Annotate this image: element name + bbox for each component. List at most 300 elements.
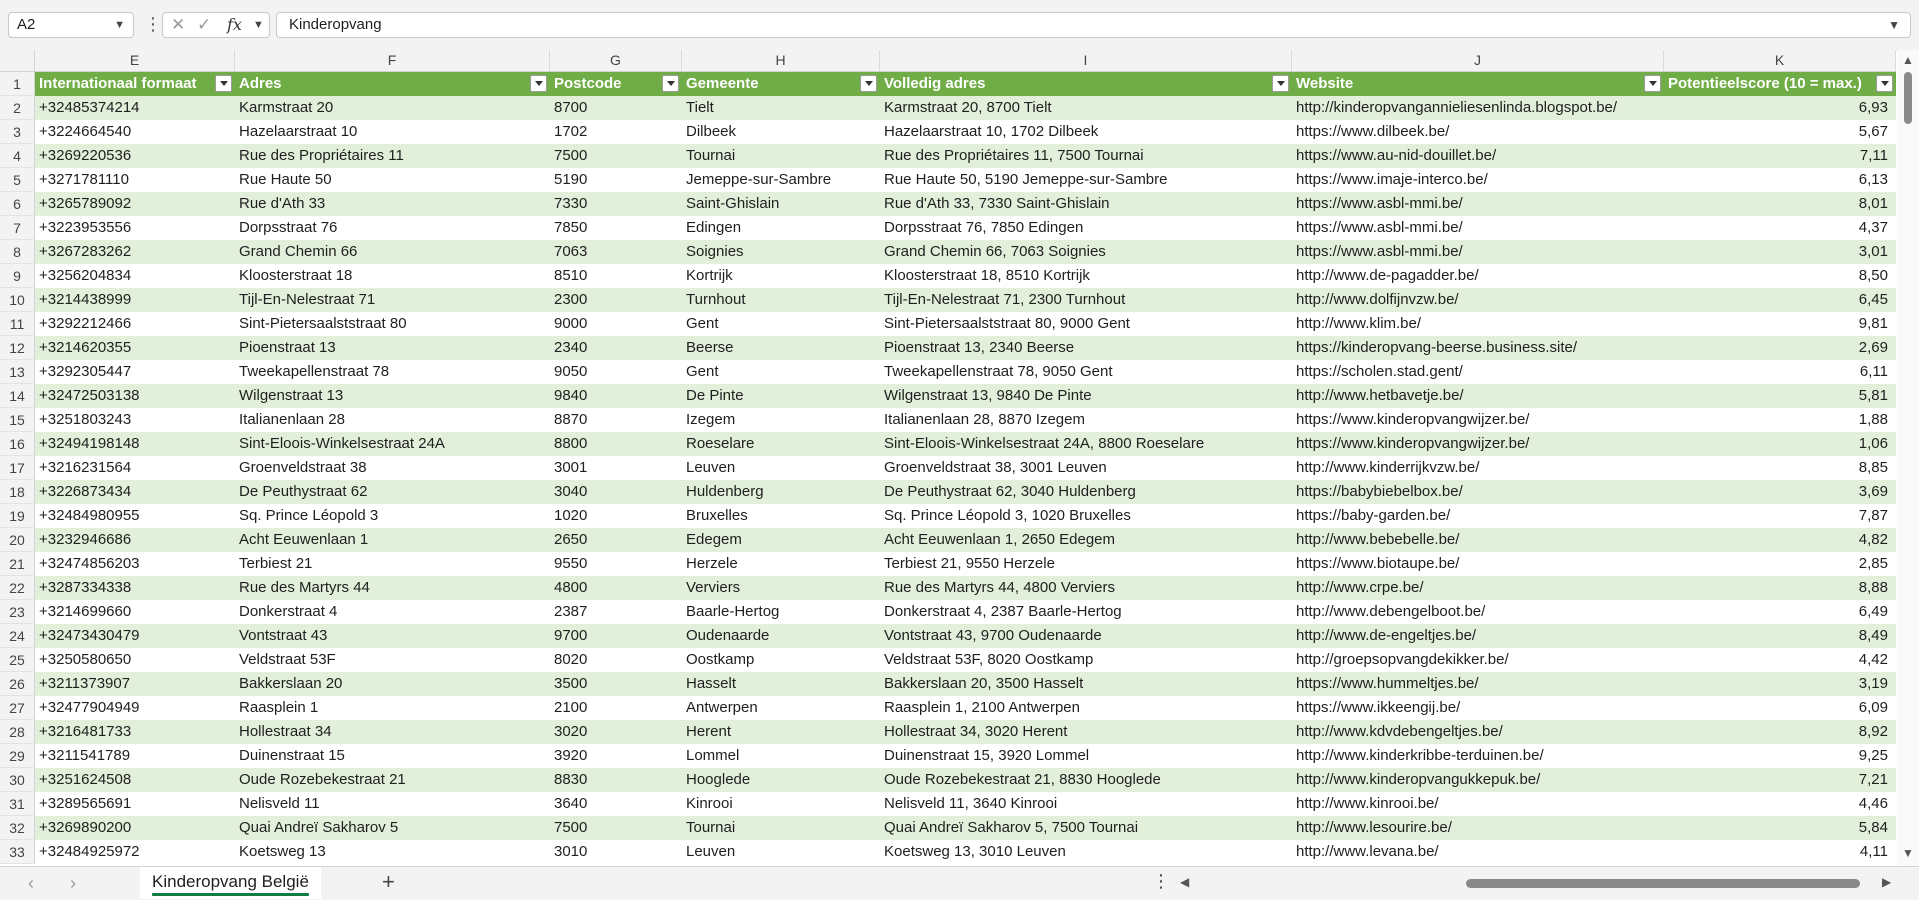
cell-phone[interactable]: +32485374214 [35,96,235,120]
row-header[interactable]: 20 [0,528,35,552]
cell-adres[interactable]: Vontstraat 43 [235,624,550,648]
cell-postcode[interactable]: 5190 [550,168,682,192]
filter-dropdown-icon[interactable] [215,75,232,92]
cell-website[interactable]: https://www.ikkeengij.be/ [1292,696,1664,720]
cell-score[interactable]: 6,13 [1664,168,1896,192]
cell-postcode[interactable]: 8510 [550,264,682,288]
cell-score[interactable]: 2,69 [1664,336,1896,360]
cell-gemeente[interactable]: Hasselt [682,672,880,696]
cell-gemeente[interactable]: Tournai [682,144,880,168]
cell-gemeente[interactable]: Jemeppe-sur-Sambre [682,168,880,192]
table-header-cell[interactable]: Potentieelscore (10 = max.) [1664,72,1896,96]
cell-score[interactable]: 3,69 [1664,480,1896,504]
cell-adres[interactable]: Tweekapellenstraat 78 [235,360,550,384]
cell-postcode[interactable]: 3020 [550,720,682,744]
cell-website[interactable]: https://www.dilbeek.be/ [1292,120,1664,144]
cell-score[interactable]: 3,19 [1664,672,1896,696]
row-header[interactable]: 23 [0,600,35,624]
cell-score[interactable]: 6,49 [1664,600,1896,624]
cell-adres[interactable]: Sq. Prince Léopold 3 [235,504,550,528]
cell-adres[interactable]: Donkerstraat 4 [235,600,550,624]
row-header[interactable]: 4 [0,144,35,168]
cell-phone[interactable]: +3214699660 [35,600,235,624]
cell-score[interactable]: 8,49 [1664,624,1896,648]
cell-adres[interactable]: Karmstraat 20 [235,96,550,120]
cell-website[interactable]: https://www.asbl-mmi.be/ [1292,192,1664,216]
chevron-down-icon[interactable]: ▼ [114,19,125,31]
cell-gemeente[interactable]: Bruxelles [682,504,880,528]
sheet-tab-active[interactable] [140,867,321,899]
cell-adres[interactable]: Hazelaarstraat 10 [235,120,550,144]
cell-postcode[interactable]: 9000 [550,312,682,336]
cell-score[interactable]: 7,11 [1664,144,1896,168]
cell-postcode[interactable]: 3640 [550,792,682,816]
cell-volledig[interactable]: Rue des Martyrs 44, 4800 Verviers [880,576,1292,600]
cell-volledig[interactable]: Groenveldstraat 38, 3001 Leuven [880,456,1292,480]
cell-phone[interactable]: +3256204834 [35,264,235,288]
cell-website[interactable]: https://www.kinderopvangwijzer.be/ [1292,408,1664,432]
cell-postcode[interactable]: 2387 [550,600,682,624]
cell-volledig[interactable]: Tijl-En-Nelestraat 71, 2300 Turnhout [880,288,1292,312]
table-header-cell[interactable]: Website [1292,72,1664,96]
cell-phone[interactable]: +3265789092 [35,192,235,216]
cell-score[interactable]: 5,84 [1664,816,1896,840]
name-box[interactable] [8,12,134,38]
cell-postcode[interactable]: 1020 [550,504,682,528]
cell-score[interactable]: 2,85 [1664,552,1896,576]
cell-phone[interactable]: +3211373907 [35,672,235,696]
cell-volledig[interactable]: Grand Chemin 66, 7063 Soignies [880,240,1292,264]
cell-score[interactable]: 9,81 [1664,312,1896,336]
cell-postcode[interactable]: 9050 [550,360,682,384]
cell-phone[interactable]: +3289565691 [35,792,235,816]
cell-gemeente[interactable]: Oudenaarde [682,624,880,648]
cell-adres[interactable]: Tijl-En-Nelestraat 71 [235,288,550,312]
cell-phone[interactable]: +32494198148 [35,432,235,456]
cell-website[interactable]: https://baby-garden.be/ [1292,504,1664,528]
cell-website[interactable]: https://www.au-nid-douillet.be/ [1292,144,1664,168]
row-header[interactable]: 27 [0,696,35,720]
cell-website[interactable]: http://www.levana.be/ [1292,840,1664,864]
cell-website[interactable]: http://www.kdvdebengeltjes.be/ [1292,720,1664,744]
cell-postcode[interactable]: 9700 [550,624,682,648]
row-header[interactable]: 11 [0,312,35,336]
cell-score[interactable]: 5,81 [1664,384,1896,408]
close-icon[interactable]: ✕ [171,15,186,34]
cell-gemeente[interactable]: Baarle-Hertog [682,600,880,624]
cell-postcode[interactable]: 7063 [550,240,682,264]
filter-dropdown-icon[interactable] [860,75,877,92]
cell-score[interactable]: 5,67 [1664,120,1896,144]
row-header[interactable]: 9 [0,264,35,288]
table-header-cell[interactable]: Postcode [550,72,682,96]
cell-website[interactable]: https://www.kinderopvangwijzer.be/ [1292,432,1664,456]
cell-postcode[interactable]: 3500 [550,672,682,696]
cell-volledig[interactable]: Duinenstraat 15, 3920 Lommel [880,744,1292,768]
cell-postcode[interactable]: 7850 [550,216,682,240]
cell-score[interactable]: 6,11 [1664,360,1896,384]
row-header[interactable]: 18 [0,480,35,504]
cell-gemeente[interactable]: Lommel [682,744,880,768]
cell-volledig[interactable]: Rue Haute 50, 5190 Jemeppe-sur-Sambre [880,168,1292,192]
row-header[interactable]: 10 [0,288,35,312]
cell-postcode[interactable]: 9840 [550,384,682,408]
cell-gemeente[interactable]: Oostkamp [682,648,880,672]
filter-dropdown-icon[interactable] [530,75,547,92]
cell-phone[interactable]: +3292212466 [35,312,235,336]
cell-gemeente[interactable]: Herzele [682,552,880,576]
cell-score[interactable]: 4,42 [1664,648,1896,672]
cell-adres[interactable]: Pioenstraat 13 [235,336,550,360]
cell-adres[interactable]: De Peuthystraat 62 [235,480,550,504]
cell-volledig[interactable]: Acht Eeuwenlaan 1, 2650 Edegem [880,528,1292,552]
select-all-corner[interactable] [0,50,35,71]
more-vertical-icon[interactable]: ⋮ [144,14,162,34]
cell-score[interactable]: 1,88 [1664,408,1896,432]
cell-postcode[interactable]: 1702 [550,120,682,144]
cell-score[interactable]: 6,09 [1664,696,1896,720]
cell-adres[interactable]: Grand Chemin 66 [235,240,550,264]
cell-adres[interactable]: Groenveldstraat 38 [235,456,550,480]
cell-score[interactable]: 8,01 [1664,192,1896,216]
cell-score[interactable]: 8,50 [1664,264,1896,288]
cell-gemeente[interactable]: Roeselare [682,432,880,456]
cell-volledig[interactable]: Sq. Prince Léopold 3, 1020 Bruxelles [880,504,1292,528]
row-header[interactable]: 26 [0,672,35,696]
row-header[interactable]: 31 [0,792,35,816]
cell-volledig[interactable]: Hazelaarstraat 10, 1702 Dilbeek [880,120,1292,144]
cell-postcode[interactable]: 4800 [550,576,682,600]
cell-gemeente[interactable]: Edegem [682,528,880,552]
spreadsheet-grid[interactable] [0,50,1896,866]
cell-volledig[interactable]: Italianenlaan 28, 8870 Izegem [880,408,1292,432]
cell-website[interactable]: http://www.bebebelle.be/ [1292,528,1664,552]
cell-volledig[interactable]: Nelisveld 11, 3640 Kinrooi [880,792,1292,816]
cell-phone[interactable]: +3287334338 [35,576,235,600]
cell-score[interactable]: 8,92 [1664,720,1896,744]
cell-phone[interactable]: +3250580650 [35,648,235,672]
cell-website[interactable]: http://www.klim.be/ [1292,312,1664,336]
cell-volledig[interactable]: Rue des Propriétaires 11, 7500 Tournai [880,144,1292,168]
cell-adres[interactable]: Dorpsstraat 76 [235,216,550,240]
cell-volledig[interactable]: De Peuthystraat 62, 3040 Huldenberg [880,480,1292,504]
cell-score[interactable]: 1,06 [1664,432,1896,456]
cell-postcode[interactable]: 2100 [550,696,682,720]
cell-gemeente[interactable]: Leuven [682,840,880,864]
cell-website[interactable]: https://www.asbl-mmi.be/ [1292,240,1664,264]
cell-website[interactable]: http://www.de-engeltjes.be/ [1292,624,1664,648]
column-header-k[interactable]: K [1664,50,1896,71]
cell-postcode[interactable]: 8870 [550,408,682,432]
cell-postcode[interactable]: 3920 [550,744,682,768]
cell-phone[interactable]: +3223953556 [35,216,235,240]
cell-adres[interactable]: Oude Rozebekestraat 21 [235,768,550,792]
cell-gemeente[interactable]: Soignies [682,240,880,264]
add-sheet-button[interactable]: + [382,869,395,894]
cell-website[interactable]: http://www.kinderkribbe-terduinen.be/ [1292,744,1664,768]
cell-gemeente[interactable]: Leuven [682,456,880,480]
cell-score[interactable]: 4,37 [1664,216,1896,240]
cell-phone[interactable]: +32484925972 [35,840,235,864]
cell-score[interactable]: 4,82 [1664,528,1896,552]
row-header[interactable]: 32 [0,816,35,840]
cell-website[interactable]: http://www.kinderrijkvzw.be/ [1292,456,1664,480]
filter-dropdown-icon[interactable] [1644,75,1661,92]
cell-gemeente[interactable]: Tielt [682,96,880,120]
cell-phone[interactable]: +32474856203 [35,552,235,576]
cell-adres[interactable]: Terbiest 21 [235,552,550,576]
cell-phone[interactable]: +3214620355 [35,336,235,360]
row-header[interactable]: 13 [0,360,35,384]
cell-gemeente[interactable]: Turnhout [682,288,880,312]
cell-gemeente[interactable]: Herent [682,720,880,744]
row-header[interactable]: 14 [0,384,35,408]
cell-adres[interactable]: Rue Haute 50 [235,168,550,192]
cell-volledig[interactable]: Terbiest 21, 9550 Herzele [880,552,1292,576]
cell-website[interactable]: http://www.crpe.be/ [1292,576,1664,600]
cell-adres[interactable]: Italianenlaan 28 [235,408,550,432]
cell-postcode[interactable]: 9550 [550,552,682,576]
cell-gemeente[interactable]: De Pinte [682,384,880,408]
row-header[interactable]: 28 [0,720,35,744]
scroll-down-icon[interactable]: ▼ [1902,846,1914,860]
row-header[interactable]: 15 [0,408,35,432]
cell-gemeente[interactable]: Huldenberg [682,480,880,504]
cell-score[interactable]: 6,45 [1664,288,1896,312]
column-header-i[interactable]: I [880,50,1292,71]
cell-postcode[interactable]: 8830 [550,768,682,792]
chevron-left-icon[interactable]: ‹ [28,873,34,893]
cell-website[interactable]: http://www.hetbavetje.be/ [1292,384,1664,408]
table-header-cell[interactable]: Adres [235,72,550,96]
cell-gemeente[interactable]: Kinrooi [682,792,880,816]
row-header[interactable]: 22 [0,576,35,600]
cell-volledig[interactable]: Tweekapellenstraat 78, 9050 Gent [880,360,1292,384]
cell-website[interactable]: http://kinderopvangannieliesenlinda.blogspot.be/ [1292,96,1664,120]
cell-adres[interactable]: Sint-Eloois-Winkelsestraat 24A [235,432,550,456]
cell-gemeente[interactable]: Gent [682,360,880,384]
row-header[interactable]: 24 [0,624,35,648]
cell-volledig[interactable]: Wilgenstraat 13, 9840 De Pinte [880,384,1292,408]
cell-website[interactable]: http://www.lesourire.be/ [1292,816,1664,840]
cell-score[interactable]: 6,93 [1664,96,1896,120]
cell-volledig[interactable]: Oude Rozebekestraat 21, 8830 Hooglede [880,768,1292,792]
cell-gemeente[interactable]: Tournai [682,816,880,840]
row-header[interactable]: 8 [0,240,35,264]
cell-adres[interactable]: Wilgenstraat 13 [235,384,550,408]
cell-volledig[interactable]: Donkerstraat 4, 2387 Baarle-Hertog [880,600,1292,624]
cell-volledig[interactable]: Sint-Eloois-Winkelsestraat 24A, 8800 Roeselare [880,432,1292,456]
row-header[interactable]: 5 [0,168,35,192]
cell-adres[interactable]: Hollestraat 34 [235,720,550,744]
cell-volledig[interactable]: Raasplein 1, 2100 Antwerpen [880,696,1292,720]
cell-phone[interactable]: +3216231564 [35,456,235,480]
row-header[interactable]: 19 [0,504,35,528]
row-header[interactable]: 17 [0,456,35,480]
cell-phone[interactable]: +3271781110 [35,168,235,192]
cell-website[interactable]: https://kinderopvang-beerse.business.site/ [1292,336,1664,360]
cell-adres[interactable]: Quai Andreï Sakharov 5 [235,816,550,840]
cell-gemeente[interactable]: Beerse [682,336,880,360]
vertical-scroll-thumb[interactable] [1904,72,1912,124]
cell-website[interactable]: http://www.kinderopvangukkepuk.be/ [1292,768,1664,792]
cell-gemeente[interactable]: Saint-Ghislain [682,192,880,216]
cell-website[interactable]: https://www.hummeltjes.be/ [1292,672,1664,696]
cell-score[interactable]: 8,88 [1664,576,1896,600]
cell-website[interactable]: https://www.asbl-mmi.be/ [1292,216,1664,240]
cell-score[interactable]: 4,11 [1664,840,1896,864]
row-header[interactable]: 12 [0,336,35,360]
column-header-f[interactable]: F [235,50,550,71]
cell-website[interactable]: https://babybiebelbox.be/ [1292,480,1664,504]
cell-postcode[interactable]: 8700 [550,96,682,120]
cell-postcode[interactable]: 8800 [550,432,682,456]
cell-adres[interactable]: Veldstraat 53F [235,648,550,672]
cell-phone[interactable]: +3269220536 [35,144,235,168]
cell-score[interactable]: 9,25 [1664,744,1896,768]
row-header[interactable]: 21 [0,552,35,576]
cell-postcode[interactable]: 8020 [550,648,682,672]
cell-gemeente[interactable]: Izegem [682,408,880,432]
filter-dropdown-icon[interactable] [1876,75,1893,92]
horizontal-scroll-thumb[interactable] [1466,879,1860,888]
check-icon[interactable]: ✓ [197,15,212,34]
cell-phone[interactable]: +3251803243 [35,408,235,432]
cell-adres[interactable]: Nelisveld 11 [235,792,550,816]
cell-website[interactable]: http://groepsopvangdekikker.be/ [1292,648,1664,672]
scroll-right-icon[interactable]: ▶ [1882,875,1892,889]
row-header[interactable]: 33 [0,840,35,864]
scroll-left-icon[interactable]: ◀ [1180,875,1190,889]
cell-volledig[interactable]: Veldstraat 53F, 8020 Oostkamp [880,648,1292,672]
cell-phone[interactable]: +32473430479 [35,624,235,648]
table-header-cell[interactable]: Volledig adres [880,72,1292,96]
cell-volledig[interactable]: Quai Andreï Sakharov 5, 7500 Tournai [880,816,1292,840]
cell-adres[interactable]: Koetsweg 13 [235,840,550,864]
cell-phone[interactable]: +3211541789 [35,744,235,768]
filter-dropdown-icon[interactable] [662,75,679,92]
column-header-g[interactable]: G [550,50,682,71]
filter-dropdown-icon[interactable] [1272,75,1289,92]
row-header[interactable]: 2 [0,96,35,120]
column-header-e[interactable]: E [35,50,235,71]
cell-website[interactable]: https://www.biotaupe.be/ [1292,552,1664,576]
chevron-right-icon[interactable]: › [70,873,76,893]
row-header[interactable]: 29 [0,744,35,768]
cell-phone[interactable]: +32484980955 [35,504,235,528]
cell-phone[interactable]: +3292305447 [35,360,235,384]
cell-adres[interactable]: Rue des Martyrs 44 [235,576,550,600]
cell-gemeente[interactable]: Kortrijk [682,264,880,288]
cell-adres[interactable]: Raasplein 1 [235,696,550,720]
cell-gemeente[interactable]: Edingen [682,216,880,240]
cell-adres[interactable]: Rue des Propriétaires 11 [235,144,550,168]
cell-gemeente[interactable]: Verviers [682,576,880,600]
cell-postcode[interactable]: 7330 [550,192,682,216]
row-header[interactable]: 25 [0,648,35,672]
cell-volledig[interactable]: Pioenstraat 13, 2340 Beerse [880,336,1292,360]
cell-score[interactable]: 3,01 [1664,240,1896,264]
row-header[interactable]: 7 [0,216,35,240]
cell-phone[interactable]: +3224664540 [35,120,235,144]
cell-phone[interactable]: +3269890200 [35,816,235,840]
vertical-scrollbar[interactable] [1897,50,1919,866]
row-header[interactable]: 3 [0,120,35,144]
cell-volledig[interactable]: Kloosterstraat 18, 8510 Kortrijk [880,264,1292,288]
cell-website[interactable]: http://www.dolfijnvzw.be/ [1292,288,1664,312]
formula-input[interactable] [276,12,1911,38]
cell-postcode[interactable]: 2340 [550,336,682,360]
cell-phone[interactable]: +3216481733 [35,720,235,744]
table-header-cell[interactable]: Internationaal formaat [35,72,235,96]
cell-phone[interactable]: +32472503138 [35,384,235,408]
cell-volledig[interactable]: Bakkerslaan 20, 3500 Hasselt [880,672,1292,696]
cell-adres[interactable]: Acht Eeuwenlaan 1 [235,528,550,552]
cell-volledig[interactable]: Sint-Pietersaalststraat 80, 9000 Gent [880,312,1292,336]
cell-volledig[interactable]: Karmstraat 20, 8700 Tielt [880,96,1292,120]
more-vertical-icon[interactable]: ⋮ [1152,871,1170,891]
cell-adres[interactable]: Sint-Pietersaalststraat 80 [235,312,550,336]
cell-gemeente[interactable]: Dilbeek [682,120,880,144]
column-header-j[interactable]: J [1292,50,1664,71]
cell-score[interactable]: 7,21 [1664,768,1896,792]
row-header[interactable]: 6 [0,192,35,216]
cell-phone[interactable]: +3226873434 [35,480,235,504]
row-header[interactable]: 30 [0,768,35,792]
cell-adres[interactable]: Kloosterstraat 18 [235,264,550,288]
cell-website[interactable]: https://www.imaje-interco.be/ [1292,168,1664,192]
cell-website[interactable]: http://www.debengelboot.be/ [1292,600,1664,624]
cell-postcode[interactable]: 3001 [550,456,682,480]
cell-adres[interactable]: Rue d'Ath 33 [235,192,550,216]
cell-postcode[interactable]: 3040 [550,480,682,504]
cell-phone[interactable]: +32477904949 [35,696,235,720]
cell-postcode[interactable]: 7500 [550,816,682,840]
cell-volledig[interactable]: Rue d'Ath 33, 7330 Saint-Ghislain [880,192,1292,216]
row-header[interactable]: 16 [0,432,35,456]
cell-website[interactable]: http://www.kinrooi.be/ [1292,792,1664,816]
cell-gemeente[interactable]: Hooglede [682,768,880,792]
cell-score[interactable]: 8,85 [1664,456,1896,480]
cell-postcode[interactable]: 3010 [550,840,682,864]
cell-adres[interactable]: Duinenstraat 15 [235,744,550,768]
cell-volledig[interactable]: Koetsweg 13, 3010 Leuven [880,840,1292,864]
scroll-up-icon[interactable]: ▲ [1902,53,1914,67]
cell-volledig[interactable]: Vontstraat 43, 9700 Oudenaarde [880,624,1292,648]
cell-gemeente[interactable]: Gent [682,312,880,336]
cell-postcode[interactable]: 7500 [550,144,682,168]
chevron-down-icon[interactable]: ▼ [253,19,264,31]
cell-score[interactable]: 4,46 [1664,792,1896,816]
cell-website[interactable]: https://scholen.stad.gent/ [1292,360,1664,384]
cell-website[interactable]: http://www.de-pagadder.be/ [1292,264,1664,288]
row-header[interactable]: 1 [0,72,35,96]
cell-phone[interactable]: +3232946686 [35,528,235,552]
column-header-h[interactable]: H [682,50,880,71]
cell-postcode[interactable]: 2650 [550,528,682,552]
cell-score[interactable]: 7,87 [1664,504,1896,528]
expand-formula-icon[interactable]: ▼ [1888,18,1900,32]
cell-volledig[interactable]: Hollestraat 34, 3020 Herent [880,720,1292,744]
table-header-cell[interactable]: Gemeente [682,72,880,96]
cell-postcode[interactable]: 2300 [550,288,682,312]
cell-phone[interactable]: +3267283262 [35,240,235,264]
cell-adres[interactable]: Bakkerslaan 20 [235,672,550,696]
cell-phone[interactable]: +3251624508 [35,768,235,792]
cell-phone[interactable]: +3214438999 [35,288,235,312]
cell-volledig[interactable]: Dorpsstraat 76, 7850 Edingen [880,216,1292,240]
insert-function-icon[interactable]: fx [227,15,242,34]
